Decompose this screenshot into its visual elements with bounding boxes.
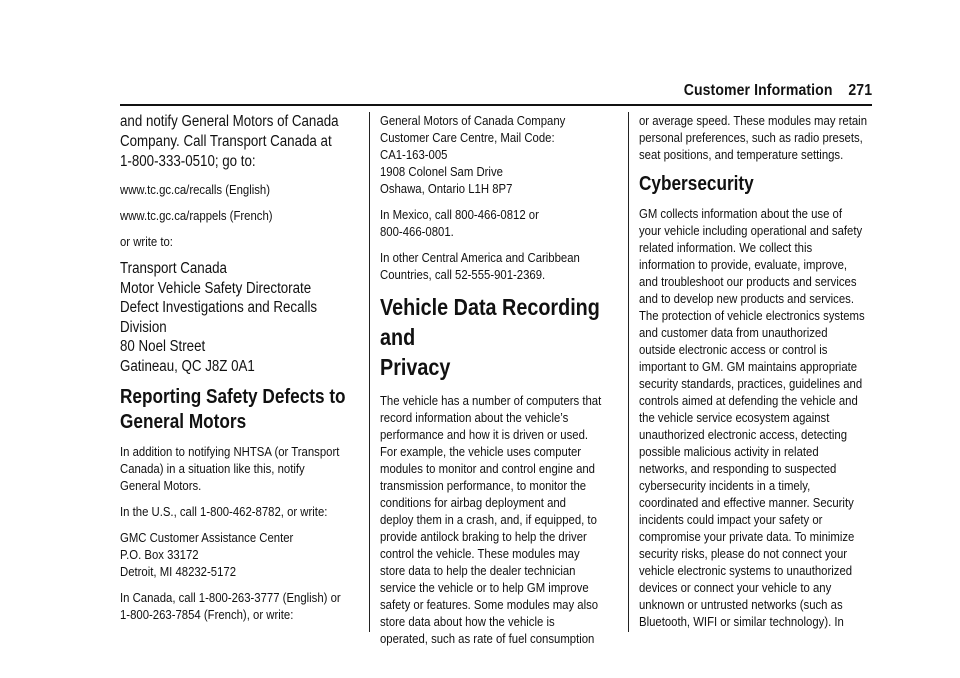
text-line: incidents could impact your safety or	[639, 512, 823, 527]
transport-canada-address	[120, 259, 363, 376]
text-line: and troubleshoot our products and services	[639, 274, 857, 289]
page-number: 271	[848, 82, 872, 99]
address-line: Transport Canada	[120, 260, 227, 277]
paragraph-cybersecurity	[639, 205, 882, 630]
text-line: Canada) in a situation like this, notify	[120, 461, 305, 476]
text-line: conditions for airbag deployment and	[380, 495, 567, 510]
column-1	[120, 112, 364, 632]
text-line: important to GM. GM maintains appropriate	[639, 359, 858, 374]
address-line: P.O. Box 33172	[120, 547, 199, 562]
address-line: CA1-163-005	[380, 147, 448, 162]
url-french: www.tc.gc.ca/rappels (French)	[120, 208, 273, 223]
text-line: transmission performance, to monitor the	[380, 478, 587, 493]
gmc-address	[120, 529, 363, 580]
text-line: cybersecurity incidents in a timely,	[639, 478, 811, 493]
paragraph-vehicle-computers	[380, 392, 623, 647]
text-line: safety or features. Some modules may also	[380, 597, 599, 612]
text-line: service the vehicle or to help GM improve	[380, 580, 589, 595]
text-line: possible malicious activity in related	[639, 444, 819, 459]
heading-vehicle-data-recording	[380, 292, 623, 382]
text-line: compromise your private data. To minimize	[639, 529, 855, 544]
text-line: 1-800-263-7854 (French), or write:	[120, 607, 294, 622]
text-line: information to provide, evaluate, improve,	[639, 257, 848, 272]
gm-canada-address	[380, 112, 623, 197]
text-line: coordinated and effective manner. Security	[639, 495, 854, 510]
text-line: In Canada, call 1-800-263-3777 (English) or	[120, 590, 341, 605]
text-line: outside electronic access or control is	[639, 342, 828, 357]
text-line: and customer data from unauthorized	[639, 325, 828, 340]
lead-paragraph	[120, 112, 363, 172]
write-to: or write to:	[120, 234, 173, 249]
text-line: Bluetooth, WIFI or similar technology). In	[639, 614, 844, 629]
text-line: unknown or untrusted networks (such as	[639, 597, 843, 612]
text-line: networks, and responding to suspected	[639, 461, 837, 476]
text-line: seat positions, and temperature settings.	[639, 147, 844, 162]
paragraph-us-call: In the U.S., call 1-800-462-8782, or write:	[120, 504, 328, 519]
address-line: GMC Customer Assistance Center	[120, 530, 294, 545]
address-line: Oshawa, Ontario L1H 8P7	[380, 181, 513, 196]
text-line: provide antilock braking to help the driver	[380, 529, 587, 544]
address-line: General Motors of Canada Company	[380, 113, 566, 128]
url-english: www.tc.gc.ca/recalls (English)	[120, 182, 271, 197]
address-line: 1908 Colonel Sam Drive	[380, 164, 503, 179]
heading-line: Privacy	[380, 354, 451, 380]
paragraph-continued	[639, 112, 882, 163]
text-line: personal preferences, such as radio presets,	[639, 130, 863, 145]
text-line: For example, the vehicle uses computer	[380, 444, 582, 459]
text-line: Company. Call Transport Canada at	[120, 133, 332, 150]
text-line: deploy them in a crash, and, if equipped, to	[380, 512, 597, 527]
heading-line: Vehicle Data Recording and	[380, 294, 600, 350]
text-line: controls aimed at defending the vehicle and	[639, 393, 858, 408]
text-line: General Motors.	[120, 478, 202, 493]
paragraph-caribbean	[380, 249, 623, 283]
address-line: Detroit, MI 48232-5172	[120, 564, 237, 579]
text-line: and to develop new products and services.	[639, 291, 854, 306]
text-line: GM collects information about the use of	[639, 206, 842, 221]
address-line: Motor Vehicle Safety Directorate	[120, 279, 312, 297]
text-line: modules to monitor and control engine and	[380, 461, 595, 476]
address-line: Gatineau, QC J8Z 0A1	[120, 357, 255, 375]
text-line: 1-800-333-0510; go to:	[120, 153, 256, 170]
text-line: In Mexico, call 800-466-0812 or	[380, 207, 539, 222]
address-line: Division	[120, 318, 167, 336]
text-line: The vehicle has a number of computers that	[380, 393, 602, 408]
heading-line: Reporting Safety Defects to	[120, 386, 346, 408]
address-line: Defect Investigations and Recalls	[120, 299, 318, 316]
text-line: record information about the vehicle’s	[380, 410, 569, 425]
section-title: Customer Information	[683, 82, 833, 99]
text-line: security standards, practices, guidelines and	[639, 376, 863, 391]
header-rule	[120, 104, 872, 106]
text-line: 800-466-0801.	[380, 224, 454, 239]
address-line: 80 Noel Street	[120, 338, 206, 355]
text-line: store data to help the dealer technician	[380, 563, 576, 578]
text-line: the vehicle service ecosystem against	[639, 410, 830, 425]
text-line: store data about how the vehicle is	[380, 614, 555, 629]
text-line: and notify General Motors of Canada	[120, 113, 339, 130]
text-line: In addition to notifying NHTSA (or Transport	[120, 444, 340, 459]
text-line: or average speed. These modules may retain	[639, 113, 868, 128]
column-2	[369, 112, 624, 646]
column-3	[628, 112, 883, 632]
text-line: unauthorized electronic access, detecting	[639, 427, 848, 442]
text-line: vehicle electronic systems to unauthorized	[639, 563, 853, 578]
text-line: control the vehicle. These modules may	[380, 546, 580, 561]
paragraph-mexico	[380, 206, 623, 240]
text-line: performance and how it is driven or used.	[380, 427, 589, 442]
paragraph-canada-call	[120, 589, 363, 623]
text-line: security risks, please do not connect your	[639, 546, 848, 561]
address-line: Customer Care Centre, Mail Code:	[380, 130, 555, 145]
heading-reporting-safety-defects	[120, 385, 363, 435]
text-line: operated, such as rate of fuel consumption	[380, 631, 595, 646]
running-header	[684, 82, 872, 100]
text-line: your vehicle including operational and safety	[639, 223, 863, 238]
text-line: devices or connect your vehicle to any	[639, 580, 832, 595]
heading-line: General Motors	[120, 411, 247, 433]
text-line: The protection of vehicle electronics systems	[639, 308, 865, 323]
text-line: Countries, call 52-555-901-2369.	[380, 267, 546, 282]
text-line: In other Central America and Caribbean	[380, 250, 580, 265]
heading-cybersecurity: Cybersecurity	[639, 173, 754, 195]
text-line: related information. We collect this	[639, 240, 813, 255]
paragraph-notify	[120, 443, 363, 494]
